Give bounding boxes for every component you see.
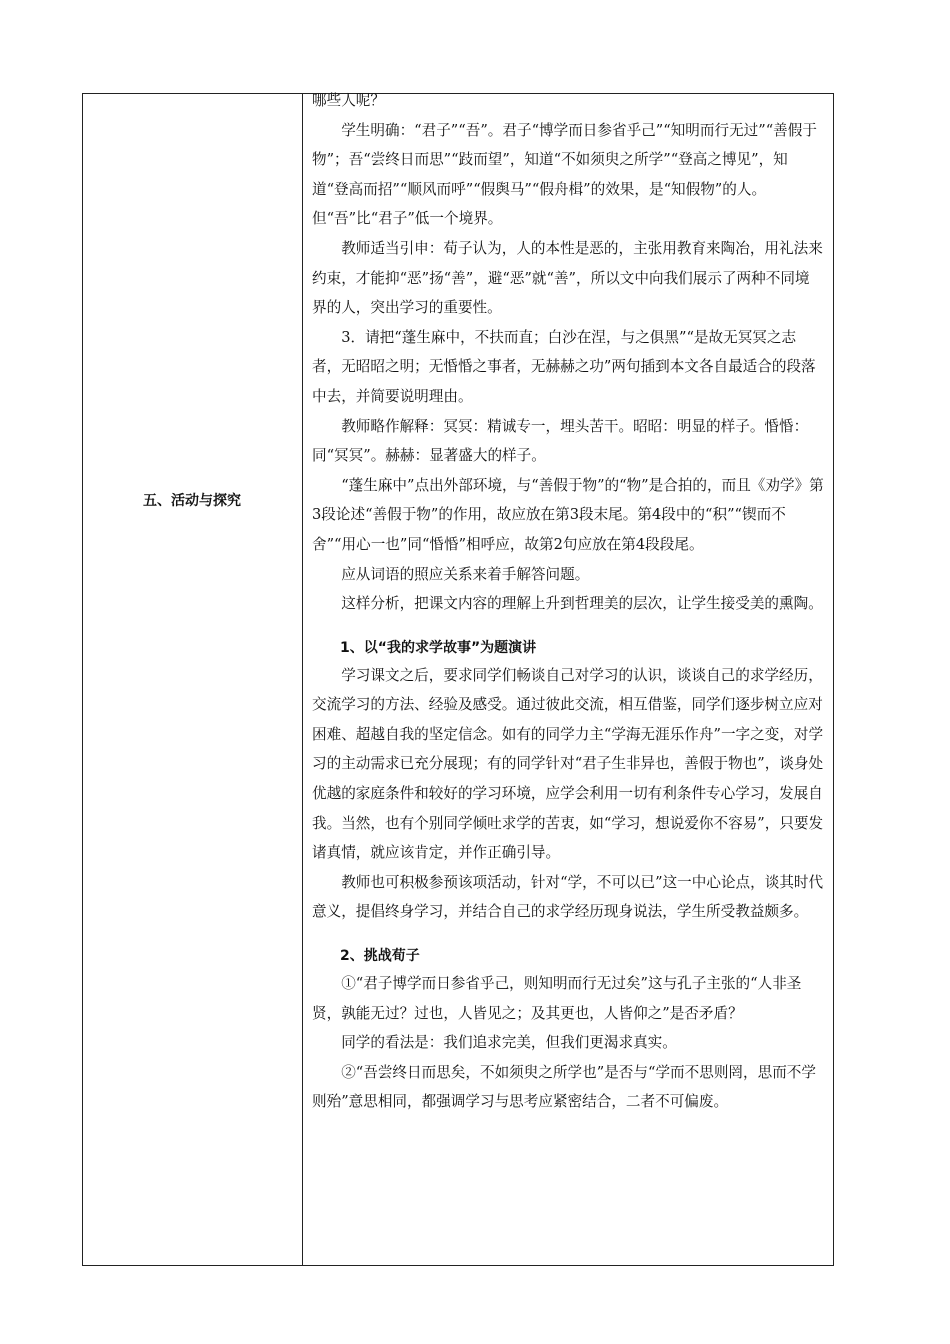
paragraph: ①“君子博学而日参省乎己，则知明而行无过矣”这与孔子主张的“人非圣贤，孰能无过？过也，人皆见之；及其更也，人皆仰之”是否矛盾？: [312, 975, 802, 1022]
paragraph: 应从词语的照应关系来着手解答问题。: [341, 565, 590, 583]
section-content: [312, 86, 824, 1117]
subheading: 1、以“我的求学故事”为题演讲: [340, 639, 537, 656]
paragraph: 这样分析，把课文内容的理解上升到哲理美的层次，让学生接受美的熏陶。: [341, 595, 823, 613]
paragraph: 学生明确：“君子”“吾”。君子“博学而日参省乎己”“知明而行无过”“善假于物”；吾“尝终日而思”“跂而望”，知道“不如须臾之所学”“登高之博见”，知道“登高而招”“顺风而呼”“假舆马”“假舟楫”的效果，是“知假物”的人。但“吾”比“君子”低一个境界。: [312, 121, 817, 228]
paragraph: 同学的看法是：我们追求完美，但我们更渴求真实。: [341, 1034, 677, 1052]
paragraph: “蓬生麻中”点出外部环境，与“善假于物”的“物”是合拍的，而且《劝学》第3段论述“善假于物”的作用，故应放在第3段末尾。第4段中的“积”“锲而不舍”“用心一也”同“惛惛”相呼应，故第2句应放在第4段段尾。: [312, 476, 824, 553]
paragraph: 3．请把“蓬生麻中，不扶而直；白沙在涅，与之俱黑”“是故无冥冥之志者，无昭昭之明；无惛惛之事者，无赫赫之功”两句插到本文各自最适合的段落中去，并简要说明理由。: [312, 328, 816, 405]
paragraph: 教师略作解释：冥冥：精诚专一，埋头苦干。昭昭：明显的样子。惛惛：同“冥冥”。赫赫：显著盛大的样子。: [312, 417, 809, 465]
paragraph: 哪些人呢？: [312, 92, 385, 109]
paragraph: 教师适当引申：荀子认为，人的本性是恶的，主张用教育来陶冶，用礼法来约束，才能抑“恶”扬“善”，避“恶”就“善”，所以文中向我们展示了两种不同境界的人，突出学习的重要性。: [312, 239, 823, 317]
paragraph: 学习课文之后，要求同学们畅谈自己对学习的认识，谈谈自己的求学经历，交流学习的方法、经验及感受。通过彼此交流，相互借鉴，同学们逐步树立应对困难、超越自我的坚定信念。如有的同学力主“学海无涯乐作舟”一字之变，对学习的主动需求已充分展现；有的同学针对“君子生非异也，善假于物也”，谈身处优越的家庭条件和较好的学习环境，应学会利用一切有利条件专心学习，发展自我。当然，也有个别同学倾吐求学的苦衷，如“学习，想说爱你不容易”，只要发诸真情，就应该肯定，并作正确引导。: [312, 666, 824, 862]
paragraph: 教师也可积极参预该项活动，针对“学，不可以已”这一中心论点，谈其时代意义，提倡终身学习，并结合自己的求学经历现身说法，学生所受教益颇多。: [312, 873, 824, 921]
subheading: 2、挑战荀子: [340, 948, 420, 965]
column-divider: [302, 93, 303, 1266]
paragraph: ②“吾尝终日而思矣，不如须臾之所学也”是否与“学而不思则罔，思而不学则殆”意思相同，都强调学习与思考应紧密结合，二者不可偏废。: [312, 1063, 816, 1111]
section-label: 五、活动与探究: [143, 493, 241, 509]
